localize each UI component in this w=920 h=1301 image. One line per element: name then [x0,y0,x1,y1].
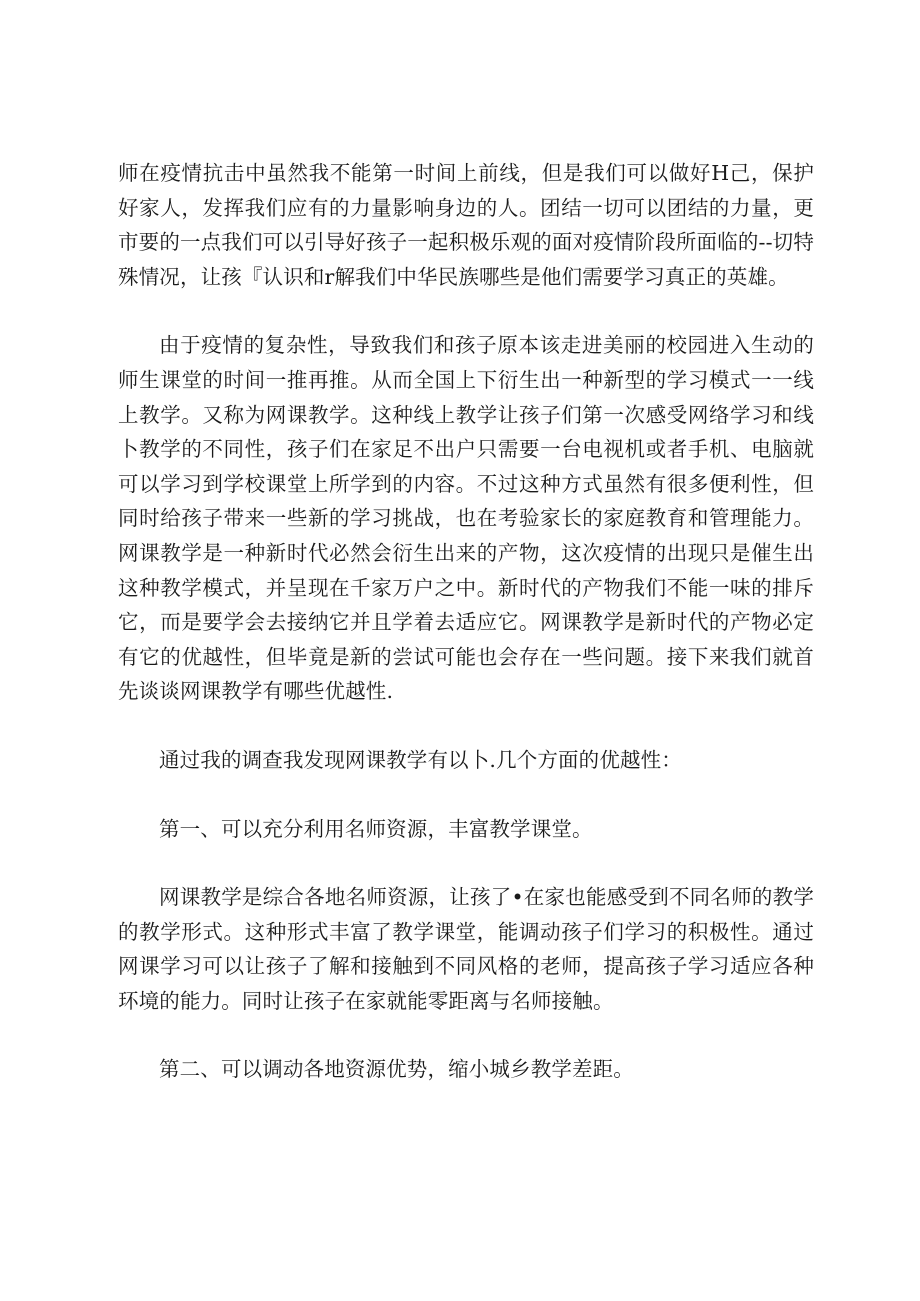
document-body [118,156,814,1087]
paragraph-survey-advantages: 通过我的调查我发现网课教学有以卜.几个方面的优越性： [159,747,682,772]
heading-first-advantage: 第一、可以充分利用名师资源，丰富教学课堂。 [159,816,593,841]
paragraph-epidemic-role: 师在疫情抗击中虽然我不能第一时间上前线，但是我们可以做好H己，保护好家人，发挥我们应有的力量影响身边的人。团结一切可以团结的力量，更市要的一点我们可以引导好孩子一起积极乐观的面对疫情阶段所面临的--切特殊情况，让孩『认识和r解我们中华民族哪些是他们需要学习真正的英雄。 [118,161,814,289]
heading-second-advantage: 第二、可以调动各地资源优势，缩小城乡教学差距。 [159,1057,634,1082]
paragraph-famous-teachers: 网课教学是综合各地名师资源，让孩了•在家也能感受到不同名师的教学的教学形式。这种形式丰富了教学课堂，能调动孩子们学习的积极性。通过网课学习可以让孩子了解和接触到不同风格的老师，提高孩子学习适应各种环境的能力。同时让孩子在家就能零距离与名师接触。 [118,885,814,1013]
paragraph-online-teaching-intro: 由于疫情的复杂性，导致我们和孩子原本该走进美丽的校园进入生动的师生课堂的时间一推再推。从而全国上下衍生出一种新型的学习模式一一线上教学。又称为网课教学。这种线上教学让孩子们第一次感受网络学习和线卜教学的不同性，孩子们在家足不出户只需要一台电视机或者手机、电脑就可以学习到学校课堂上所学到的内容。不过这种方式虽然有很多便利性，但同时给孩子带来一些新的学习挑战，也在考验家长的家庭教育和管理能力。网课教学是一种新时代必然会衍生出来的产物，这次疫情的出现只是催生出这种教学模式，并呈现在千家万户之中。新时代的产物我们不能一味的排斥它，而是要学会去接纳它并且学着去适应它。网课教学是新时代的产物必定有它的优越性，但毕竟是新的尝试可能也会存在一些问题。接下来我们就首先谈谈网课教学有哪些优越性. [118,333,814,704]
